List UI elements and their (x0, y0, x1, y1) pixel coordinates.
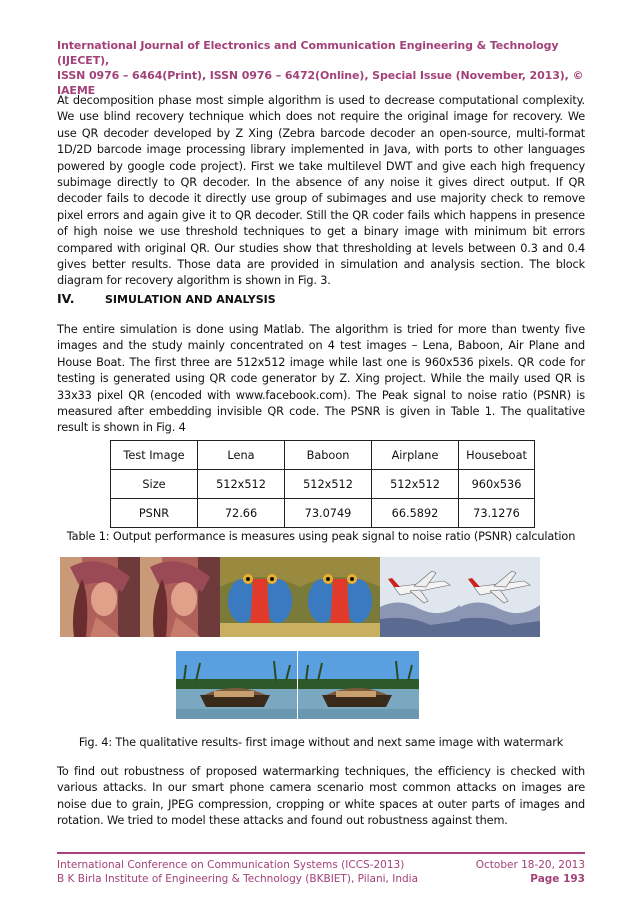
table-cell: Test Image (111, 441, 198, 470)
journal-header (57, 38, 585, 98)
table-cell: 73.0749 (285, 499, 372, 528)
footer-conference: International Conference on Communication Systems (ICCS-2013) (57, 859, 405, 871)
page-number: Page 193 (530, 873, 585, 885)
table-cell: 512x512 (285, 470, 372, 499)
table-cell: 66.5892 (372, 499, 459, 528)
table-cell: PSNR (111, 499, 198, 528)
houseboat-watermarked-image (298, 651, 419, 719)
table-cell: 960x536 (459, 470, 535, 499)
table-row (111, 470, 535, 499)
paragraph-robustness: To find out robustness of proposed watermarking techniques, the efficiency is checked with various attacks. In our smart phone camera scenario most common attacks on images are noise due to grain, JPEG compression, cropping or white spaces at outer parts of images and rotation. We tried to model these attacks and found out robustness against them. (57, 765, 585, 828)
psnr-table (110, 440, 535, 528)
table-cell: Size (111, 470, 198, 499)
table-cell: 72.66 (198, 499, 285, 528)
footer-dates: October 18-20, 2013 (475, 859, 585, 871)
footer-line-1 (57, 858, 585, 872)
footer-institute: B K Birla Institute of Engineering & Technology (BKBIET), Pilani, India (57, 873, 418, 885)
section-number: IV. (57, 291, 75, 306)
table-cell: 512x512 (198, 470, 285, 499)
section-title: SIMULATION AND ANALYSIS (105, 293, 276, 306)
lena-watermarked-image (140, 557, 220, 637)
baboon-original-image (220, 557, 300, 637)
table-cell: Baboon (285, 441, 372, 470)
table-cell: 73.1276 (459, 499, 535, 528)
journal-header-line-2: ISSN 0976 – 6464(Print), ISSN 0976 – 6472(Online), Special Issue (November, 2013), © IAEME (57, 69, 584, 97)
paragraph-simulation: The entire simulation is done using Matlab. The algorithm is tried for more than twenty five images and the study mainly concentrated on 4 test images – Lena, Baboon, Air Plane and House Boat. The first three are 512x512 image while last one is 960x536 pixels. QR code for testing is generated using QR code generator by Z. Xing project. While the maily used QR is 33x33 pixel QR (encoded with www.facebook.com). The Peak signal to noise ratio (PSNR) is measured after embedding invisible QR code. The PSNR is given in Table 1. The qualitative result is shown in Fig. 4 (57, 323, 585, 435)
airplane-watermarked-image (460, 557, 540, 637)
baboon-watermarked-image (300, 557, 380, 637)
table-cell: Lena (198, 441, 285, 470)
paragraph-recovery: At decomposition phase most simple algorithm is used to decrease computational complexity. We use blind recovery technique which does not require the original image for recovery. We use QR decoder developed by Z Xing (Zebra barcode decoder an open-source, multi-format 1D/2D barcode image processing library implemented in Java, with ports to other languages powered by google code project). First we take multilevel DWT and give each high frequency subimage directly to QR decoder. In the absence of any noise it gives direct output. If QR decoder fails to decode it directly use group of subimages and use majority check to remove pixel errors and again give it to QR decoder. Still the QR coder fails which happens in presence of high noise we use threshold techniques to get a binary image with minimum bit errors compared with original QR. Our studies show that thresholding at levels between 0.3 and 0.4 gives better results. Those data are provided in simulation and analysis section. The block diagram for recovery algorithm is shown in Fig. 3. (57, 94, 585, 288)
table-cell: Airplane (372, 441, 459, 470)
table-row (111, 441, 535, 470)
figure-caption: Fig. 4: The qualitative results- first image without and next same image with watermark (78, 736, 564, 749)
footer-line-2 (57, 872, 585, 886)
table-caption: Table 1: Output performance is measures using peak signal to noise ratio (PSNR) calculation (66, 530, 576, 543)
houseboat-original-image (176, 651, 297, 719)
section-heading (57, 291, 276, 306)
airplane-original-image (380, 557, 460, 637)
lena-original-image (60, 557, 140, 637)
table-row (111, 499, 535, 528)
table-cell: 512x512 (372, 470, 459, 499)
journal-header-line-1: International Journal of Electronics and Communication Engineering & Technology (IJECET), (57, 39, 559, 67)
table-cell: Houseboat (459, 441, 535, 470)
footer-divider (57, 852, 585, 854)
